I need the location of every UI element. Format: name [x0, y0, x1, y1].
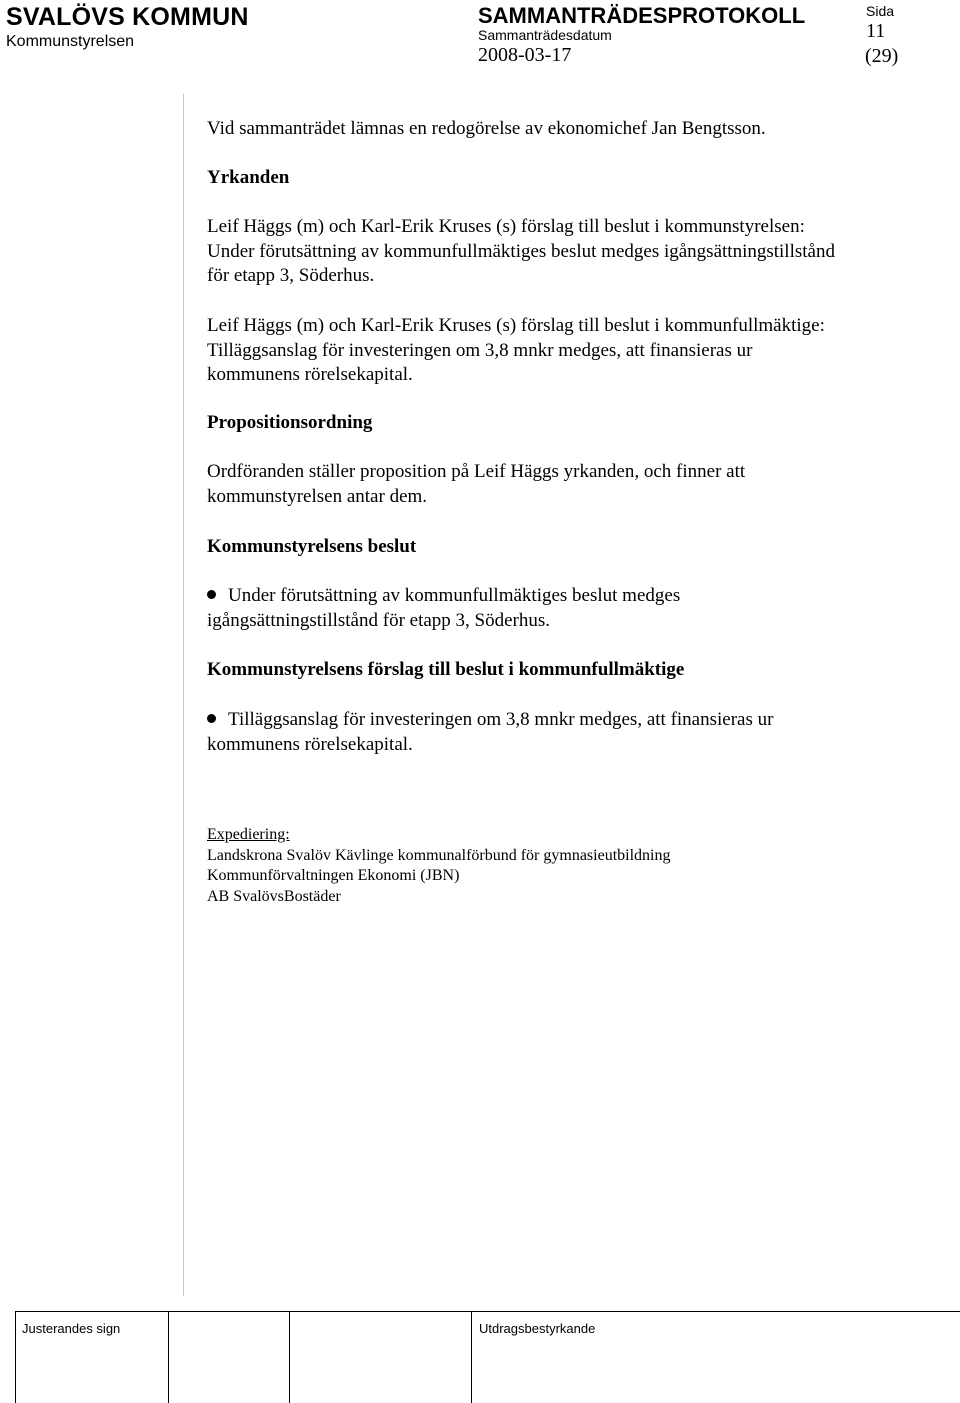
expediering-block [207, 825, 670, 907]
justerandes-sign-label: Justerandes sign [22, 1321, 121, 1336]
yrkande-1-paragraph [207, 215, 835, 289]
text-line: Under förutsättning av kommunfullmäktiges beslut medges igångsättningstillstånd [207, 240, 835, 262]
text-line: Leif Häggs (m) och Karl-Erik Kruses (s) förslag till beslut i kommunstyrelsen: [207, 216, 805, 237]
organization-name: SVALÖVS KOMMUN [6, 3, 249, 31]
propositionsordning-heading: Propositionsordning [207, 412, 373, 433]
text-line: Ordföranden ställer proposition på Leif Häggs yrkanden, och finner att [207, 461, 746, 482]
footer-divider [15, 1311, 16, 1403]
text-line: Tilläggsanslag för investeringen om 3,8 mnkr medges, att finansieras ur [228, 709, 774, 730]
beslut-heading: Kommunstyrelsens beslut [207, 536, 417, 557]
page-number: 11 [866, 20, 886, 42]
expediering-label: Expediering: [207, 826, 290, 843]
signature-footer [0, 1311, 960, 1403]
recipient-item: AB SvalövsBostäder [207, 887, 341, 905]
footer-top-rule [15, 1311, 960, 1312]
yrkanden-heading: Yrkanden [207, 167, 290, 188]
footer-divider [471, 1311, 472, 1403]
forslag-heading: Kommunstyrelsens förslag till beslut i kommunfullmäktige [207, 659, 685, 680]
footer-divider [289, 1311, 290, 1403]
recipient-item: Kommunförvaltningen Ekonomi (JBN) [207, 867, 460, 884]
text-line: kommunens rörelsekapital. [207, 364, 413, 385]
text-line: Under förutsättning av kommunfullmäktiges beslut medges [228, 585, 681, 606]
page-label: Sida [866, 3, 895, 19]
recipient-item: Landskrona Svalöv Kävlinge kommunalförbund för gymnasieutbildning [207, 846, 671, 864]
beslut-bullet-item [207, 584, 680, 633]
page-total: (29) [865, 45, 899, 67]
meeting-date: 2008-03-17 [478, 44, 572, 66]
intro-paragraph: Vid sammanträdet lämnas en redogörelse av ekonomichef Jan Bengtsson. [207, 118, 766, 139]
forslag-bullet-item [207, 708, 773, 757]
text-line: kommunens rörelsekapital. [207, 733, 413, 755]
meeting-date-label: Sammanträdesdatum [478, 27, 612, 43]
text-line: Leif Häggs (m) och Karl-Erik Kruses (s) förslag till beslut i kommunfullmäktige: [207, 315, 825, 336]
footer-divider [168, 1311, 169, 1403]
text-line: kommunstyrelsen antar dem. [207, 485, 428, 507]
text-line: igångsättningstillstånd för etapp 3, Söderhus. [207, 609, 551, 631]
department-name: Kommunstyrelsen [6, 33, 135, 50]
yrkande-2-paragraph [207, 314, 825, 388]
margin-rule [183, 94, 184, 1296]
text-line: Tilläggsanslag för investeringen om 3,8 mnkr medges, att finansieras ur [207, 339, 753, 361]
document-type: SAMMANTRÄDESPROTOKOLL [478, 3, 806, 28]
propositionsordning-paragraph [207, 460, 745, 509]
utdragsbestyrkande-label: Utdragsbestyrkande [479, 1321, 596, 1336]
text-line: för etapp 3, Söderhus. [207, 265, 375, 286]
